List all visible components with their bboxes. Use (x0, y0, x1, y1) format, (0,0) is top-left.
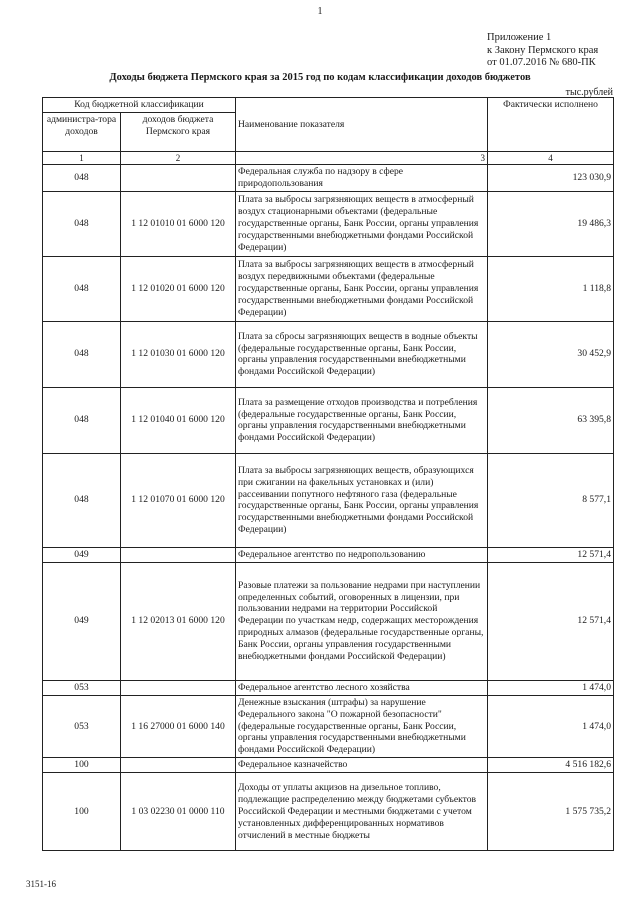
header-admin: администра-тора доходов (43, 112, 121, 151)
indicator-name: Денежные взыскания (штрафы) за нарушение Федерального закона "О пожарной безопасности" (федеральные государственные органы, Банк России, органы управления государственными внебюджетными фондами Российской Федерации) (236, 695, 488, 758)
admin-code: 048 (43, 321, 121, 387)
actual-value: 30 452,9 (488, 321, 614, 387)
indicator-name: Плата за выбросы загрязняющих веществ в атмосферный воздух стационарными объектами (федеральные государственные органы, Банк России, органы управления государственными внебюджетными фондами Российской Федерации) (236, 191, 488, 256)
table-row (43, 387, 614, 453)
appendix-line-3: от 01.07.2016 № 680-ПК (487, 57, 596, 68)
indicator-name: Федеральная служба по надзору в сфере природопользования (236, 164, 488, 191)
actual-value: 4 516 182,6 (488, 758, 614, 773)
appendix-line-1: Приложение 1 (487, 32, 552, 43)
indicator-name: Федеральное агентство лесного хозяйства (236, 680, 488, 695)
header-actual: Фактически исполнено (488, 98, 614, 152)
actual-value: 1 575 735,2 (488, 773, 614, 851)
budget-code: 1 12 01030 01 6000 120 (121, 321, 236, 387)
revenue-table (42, 97, 614, 851)
document-title: Доходы бюджета Пермского края за 2015 год по кодам классификации доходов бюджетов (109, 72, 531, 83)
actual-value: 1 474,0 (488, 695, 614, 758)
header-row (43, 98, 614, 113)
budget-code (121, 164, 236, 191)
admin-code: 053 (43, 680, 121, 695)
column-numbers-row (43, 151, 614, 164)
admin-code: 048 (43, 164, 121, 191)
indicator-name: Доходы от уплаты акцизов на дизельное топливо, подлежащие распределению между бюджетами субъектов Российской Федерации и местными бюджетами с учетом установленных дифференцированных нормативов отчислений в местные бюджеты (236, 773, 488, 851)
admin-code: 049 (43, 562, 121, 680)
indicator-name: Плата за выбросы загрязняющих веществ, образующихся при сжигании на факельных установках и (или) рассеивании попутного нефтяного газа (федеральные государственные органы, Банк России, органы управления государственными внебюджетными фондами Российской Федерации) (236, 453, 488, 547)
table-row (43, 758, 614, 773)
admin-code: 053 (43, 695, 121, 758)
table-row (43, 547, 614, 562)
admin-code: 048 (43, 387, 121, 453)
actual-value: 63 395,8 (488, 387, 614, 453)
indicator-name: Плата за выбросы загрязняющих веществ в атмосферный воздух передвижными объектами (федеральные государственные органы, Банк России, органы управления государственными внебюджетными фондами Российской Федерации) (236, 256, 488, 321)
indicator-name: Федеральное агентство по недропользованию (236, 547, 488, 562)
appendix-note (487, 32, 598, 70)
table-row (43, 680, 614, 695)
footer-code: 3151-16 (26, 879, 56, 889)
table-row (43, 695, 614, 758)
budget-code: 1 03 02230 01 0000 110 (121, 773, 236, 851)
budget-code: 1 12 01020 01 6000 120 (121, 256, 236, 321)
budget-code: 1 16 27000 01 6000 140 (121, 695, 236, 758)
admin-code: 100 (43, 773, 121, 851)
budget-code (121, 758, 236, 773)
actual-value: 19 486,3 (488, 191, 614, 256)
admin-code: 049 (43, 547, 121, 562)
budget-code (121, 547, 236, 562)
header-budget: доходов бюджета Пермского края (121, 112, 236, 151)
units-label: тыс.рублей (565, 87, 613, 98)
page-number: 1 (317, 6, 323, 17)
admin-code: 048 (43, 256, 121, 321)
table-row (43, 773, 614, 851)
indicator-name: Федеральное казначейство (236, 758, 488, 773)
budget-code: 1 12 01010 01 6000 120 (121, 191, 236, 256)
column-number: 4 (488, 151, 614, 164)
column-number: 1 (43, 151, 121, 164)
table-row (43, 191, 614, 256)
actual-value: 1 118,8 (488, 256, 614, 321)
admin-code: 100 (43, 758, 121, 773)
budget-code (121, 680, 236, 695)
budget-code: 1 12 02013 01 6000 120 (121, 562, 236, 680)
actual-value: 8 577,1 (488, 453, 614, 547)
table-row (43, 562, 614, 680)
actual-value: 1 474,0 (488, 680, 614, 695)
table-row (43, 164, 614, 191)
appendix-line-2: к Закону Пермского края (487, 44, 599, 56)
header-name: Наименование показателя (236, 98, 488, 152)
indicator-name: Плата за размещение отходов производства и потребления (федеральные государственные органы, Банк России, органы управления государственными внебюджетными фондами Российской Федерации) (236, 387, 488, 453)
actual-value: 123 030,9 (488, 164, 614, 191)
header-classification: Код бюджетной классификации (43, 98, 236, 113)
table-row (43, 256, 614, 321)
table-row (43, 321, 614, 387)
admin-code: 048 (43, 453, 121, 547)
actual-value: 12 571,4 (488, 562, 614, 680)
actual-value: 12 571,4 (488, 547, 614, 562)
indicator-name: Разовые платежи за пользование недрами при наступлении определенных событий, оговоренных в лицензии, при пользовании недрами на территории Российской Федерации по участкам недр, содержащих месторождения природных алмазов (федеральные государственные органы, Банк России, органы управления государственными внебюджетными фондами Российской Федерации) (236, 562, 488, 680)
column-number: 3 (236, 151, 488, 164)
indicator-name: Плата за сбросы загрязняющих веществ в водные объекты (федеральные государственные органы, Банк России, органы управления государственными внебюджетными фондами Российской Федерации) (236, 321, 488, 387)
admin-code: 048 (43, 191, 121, 256)
column-number: 2 (121, 151, 236, 164)
budget-code: 1 12 01040 01 6000 120 (121, 387, 236, 453)
budget-code: 1 12 01070 01 6000 120 (121, 453, 236, 547)
table-row (43, 453, 614, 547)
